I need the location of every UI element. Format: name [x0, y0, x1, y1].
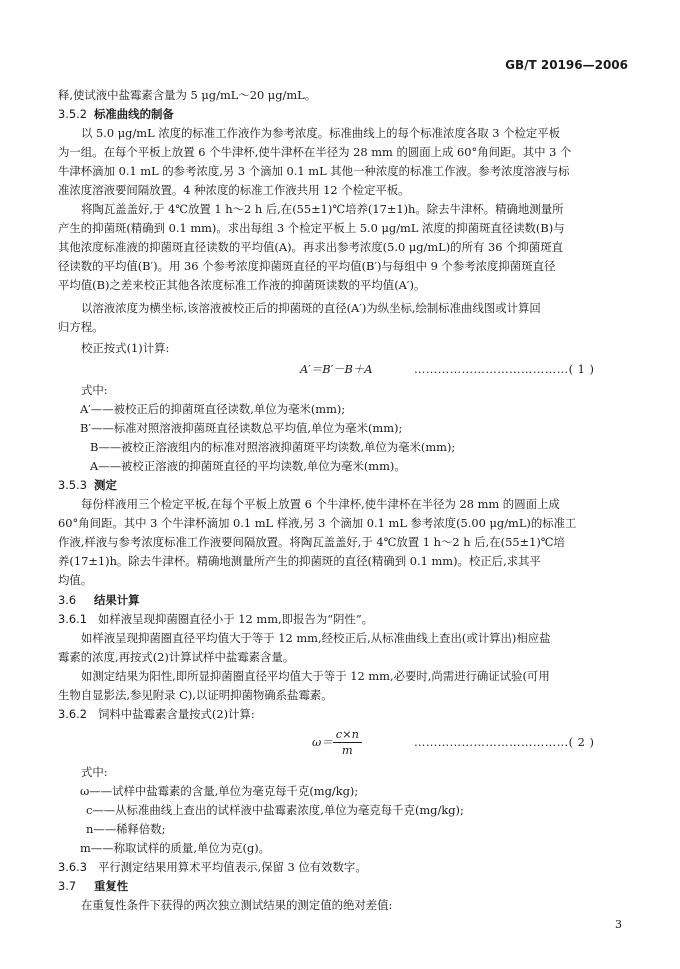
text-line: 在重复性条件下获得的两次独立测试结果的测定值的绝对差值: — [81, 898, 393, 912]
text-line: 如测定结果为阳性,即所显抑菌圈直径平均值大于等于 12 mm,必要时,尚需进行确证试验(可用 — [81, 669, 550, 683]
heading-number: 3.6 — [58, 593, 77, 607]
clause-3-6-1 — [58, 610, 624, 629]
text-line: 均值。 — [58, 573, 93, 587]
text-line: 式中: — [81, 765, 108, 779]
formula-2-number: …………………………………( 2 ) — [414, 735, 595, 749]
text-line: 产生的抑菌斑(精确到 0.1 mm)。求出每组 3 个检定平板上 5.0 μg/mL 浓度的抑菌斑直径读数(B)与 — [58, 221, 565, 235]
text-line: 归方程。 — [58, 320, 104, 334]
text-line: 将陶瓦盖盖好,于 4℃放置 1 h～2 h 后,在(55±1)℃培养(17±1)h。除去牛津杯。精确地测量所 — [81, 202, 564, 216]
clause-text: 饲料中盐霉素含量按式(2)计算: — [98, 707, 255, 721]
text-line: 每份样液用三个检定平板,在每个平板上放置 6 个牛津杯,使牛津杯在半径为 28 mm 的圆面上成 — [81, 497, 560, 511]
text-line: 为一组。在每个平板上放置 6 个牛津杯,使牛津杯在半径为 28 mm 的圆面上成 60°角间距。其中 3 个 — [58, 145, 572, 159]
text-line: 养(17±1)h。除去牛津杯。精确地测量所产生的抑菌斑的直径(精确到 0.1 mm)。校正后,求其平 — [58, 554, 541, 568]
definition-line: m——称取试样的质量,单位为克(g)。 — [80, 841, 271, 855]
formula-1-number: …………………………………( 1 ) — [414, 362, 595, 376]
formula-2-denominator: m — [341, 743, 353, 757]
text-line: 其他浓度标准液的抑菌斑直径读数的平均值(A)。再求出参考浓度(5.0 μg/mL)的所有 36 个抑菌斑直 — [58, 240, 564, 254]
heading-number: 3.5.3 — [58, 478, 87, 492]
text-line: 如样液呈现抑菌圈直径平均值大于等于 12 mm,经校正后,从标准曲线上查出(或计算出)相应盐 — [81, 631, 551, 645]
text-line: 60°角间距。其中 3 个牛津杯滴加 0.1 mL 样液,另 3 个滴加 0.1 mL 参考浓度(5.00 μg/mL)的标准工 — [58, 516, 577, 530]
definition-line: B′——标准对照溶液抑菌斑直径读数总平均值,单位为毫米(mm); — [80, 421, 403, 435]
clause-3-6-2 — [58, 705, 624, 724]
text-line: 准浓度溶液要间隔放置。4 种浓度的标准工作液共用 12 个检定平板。 — [58, 183, 410, 197]
definition-line: n——稀释倍数; — [86, 822, 166, 836]
heading-number: 3.7 — [58, 879, 77, 893]
text-line: 生物自显影法,参见附录 C),以证明抑菌物确系盐霉素。 — [58, 688, 333, 702]
text-line: 径读数的平均值(B′)。用 36 个参考浓度抑菌斑直径的平均值(B′)与每组中 9 个参考浓度抑菌斑直径 — [58, 259, 556, 273]
definition-line: B——被校正溶液组内的标准对照溶液抑菌斑平均读数,单位为毫米(mm); — [90, 440, 456, 454]
clause-text: 如样液呈现抑菌圈直径小于 12 mm,即报告为“阴性”。 — [98, 612, 374, 626]
heading-title: 测定 — [94, 478, 117, 492]
standard-number: GB/T 20196—2006 — [505, 58, 628, 72]
page-number: 3 — [615, 918, 622, 931]
text-line: 牛津杯滴加 0.1 mL 的参考浓度,另 3 个滴加 0.1 mL 其他一种浓度的标准工作液。参考浓度溶液与标 — [58, 164, 570, 178]
formula-2-lhs: ω＝ — [312, 735, 333, 749]
heading-number: 3.6.2 — [58, 707, 87, 721]
definition-line: ω——试样中盐霉素的含量,单位为毫克每千克(mg/kg); — [80, 784, 359, 798]
text-line: 霉素的浓度,再按式(2)计算试样中盐霉素含量。 — [58, 650, 295, 664]
definition-line: c——从标准曲线上查出的试样液中盐霉素浓度,单位为毫克每千克(mg/kg); — [86, 803, 464, 817]
heading-3-7 — [58, 877, 624, 896]
heading-title: 结果计算 — [94, 593, 140, 607]
formula-1: A′＝B′－B＋A — [300, 362, 373, 376]
heading-3-5-2 — [58, 105, 624, 124]
text-line: 以溶液浓度为横坐标,该溶液被校正后的抑菌斑的直径(A′)为纵坐标,绘制标准曲线图或计算回 — [81, 301, 541, 315]
formula-2-fraction — [333, 727, 362, 758]
definition-line: A——被校正溶液的抑菌斑直径的平均读数,单位为毫米(mm)。 — [90, 459, 406, 473]
definition-line: A′——被校正后的抑菌斑直径读数,单位为毫米(mm); — [80, 402, 346, 416]
text-line: 平均值(B)之差来校正其他各浓度标准工作液的抑菌斑读数的平均值(A′)。 — [58, 278, 426, 292]
text-line: 释,使试液中盐霉素含量为 5 μg/mL～20 μg/mL。 — [58, 88, 317, 102]
text-line: 式中: — [81, 383, 108, 397]
heading-3-6 — [58, 591, 624, 610]
text-line: 以 5.0 μg/mL 浓度的标准工作液作为参考浓度。标准曲线上的每个标准浓度各取 3 个检定平板 — [81, 126, 561, 140]
clause-text: 平行测定结果用算术平均值表示,保留 3 位有效数字。 — [98, 860, 367, 874]
text-line: 作液,样液与参考浓度标准工作液要间隔放置。将陶瓦盖盖好,于 4℃放置 1 h～2 h 后,在(55±1)℃培 — [58, 535, 565, 549]
formula-2 — [312, 727, 362, 758]
formula-2-numerator: c×n — [333, 727, 362, 743]
heading-number: 3.5.2 — [58, 107, 87, 121]
heading-number: 3.6.1 — [58, 612, 87, 626]
heading-title: 重复性 — [94, 879, 129, 893]
text-line: 校正按式(1)计算: — [81, 341, 170, 355]
clause-3-6-3 — [58, 858, 624, 877]
heading-number: 3.6.3 — [58, 860, 87, 874]
heading-3-5-3 — [58, 476, 624, 495]
heading-title: 标准曲线的制备 — [94, 107, 174, 121]
